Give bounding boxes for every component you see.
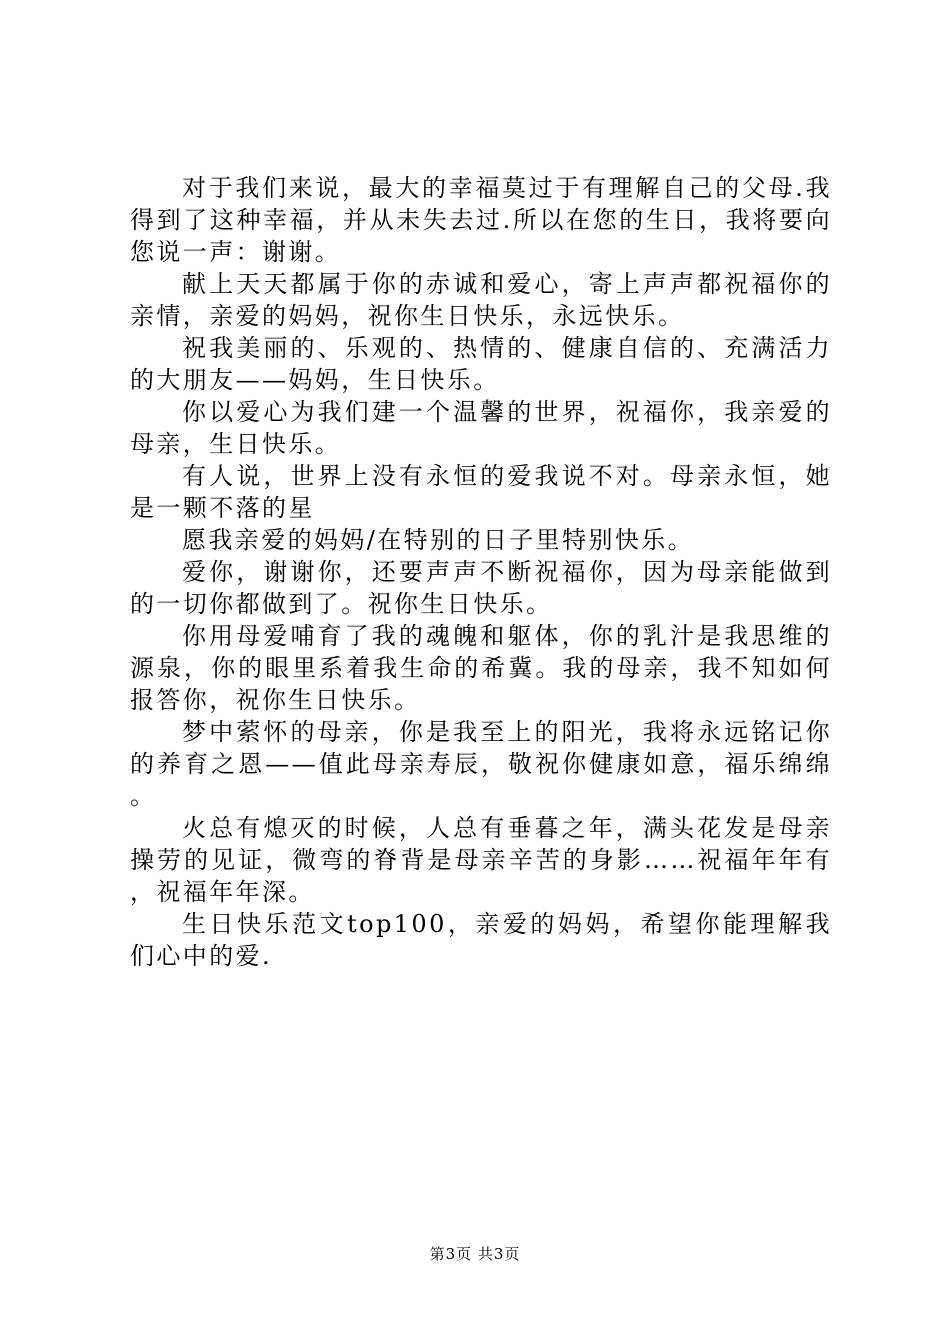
paragraph-1: 对于我们来说，最大的幸福莫过于有理解自己的父母.我得到了这种幸福，并从未失去过.所以在您的生日，我将要向您说一声：谢谢。 [130,174,832,266]
paragraph-5: 有人说，世界上没有永恒的爱我说不对。母亲永恒，她是一颗不落的星 [130,462,832,522]
paragraph-3: 祝我美丽的、乐观的、热情的、健康自信的、充满活力的大朋友——妈妈，生日快乐。 [130,334,832,394]
paragraph-2: 献上天天都属于你的赤诚和爱心，寄上声声都祝福你的亲情，亲爱的妈妈，祝你生日快乐，永远快乐。 [130,270,832,330]
page-number-footer: 第3页 共3页 [429,1245,521,1263]
paragraph-9: 梦中萦怀的母亲，你是我至上的阳光，我将永远铭记你的养育之恩——值此母亲寿辰，敬祝你健康如意，福乐绵绵。 [130,718,832,810]
paragraph-11: 生日快乐范文top100，亲爱的妈妈，希望你能理解我们心中的爱. [130,910,832,970]
paragraph-4: 你以爱心为我们建一个温馨的世界，祝福你，我亲爱的母亲，生日快乐。 [130,398,832,458]
paragraph-7: 爱你，谢谢你，还要声声不断祝福你，因为母亲能做到的一切你都做到了。祝你生日快乐。 [130,558,832,618]
paragraph-10: 火总有熄灭的时候，人总有垂暮之年，满头花发是母亲操劳的见证，微弯的脊背是母亲辛苦的身影……祝福年年有，祝福年年深。 [130,814,832,906]
document-body [130,172,832,972]
paragraph-8: 你用母爱哺育了我的魂魄和躯体，你的乳汁是我思维的源泉，你的眼里系着我生命的希冀。我的母亲，我不知如何报答你，祝你生日快乐。 [130,622,832,714]
paragraph-6: 愿我亲爱的妈妈/在特别的日子里特别快乐。 [182,526,695,554]
